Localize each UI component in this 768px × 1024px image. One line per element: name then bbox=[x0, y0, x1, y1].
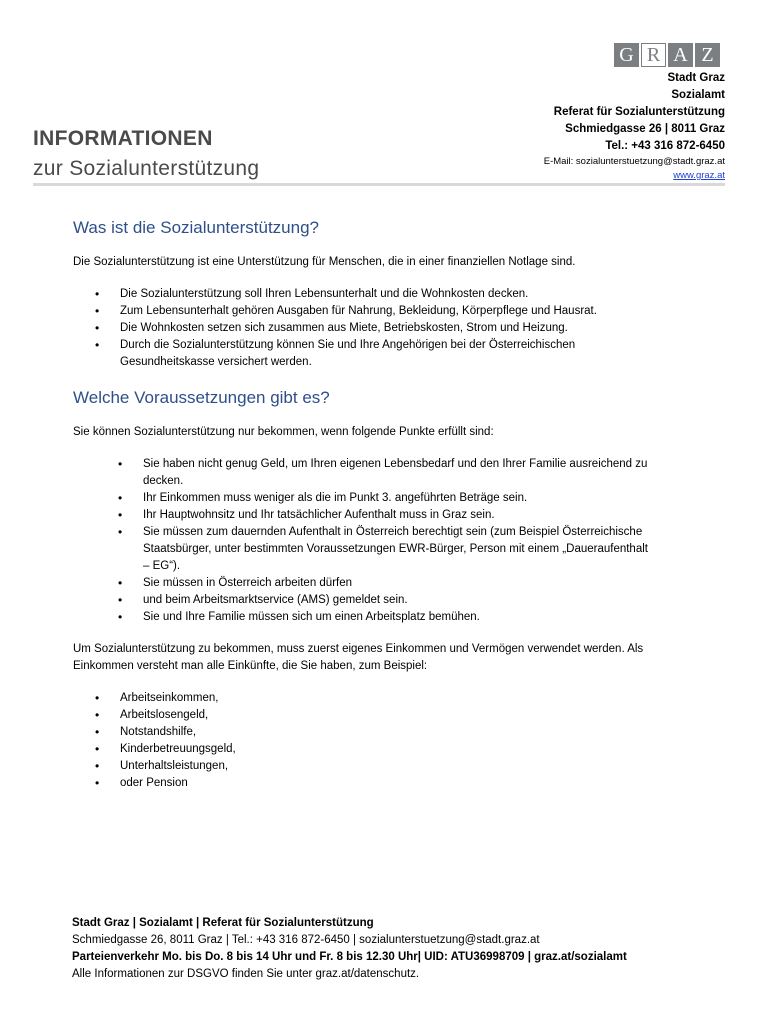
address: Schmiedgasse 26 | 8011 Graz bbox=[565, 123, 725, 135]
email: E-Mail: sozialunterstuetzung@stadt.graz.at bbox=[543, 156, 725, 167]
list-item: • Sie müssen zum dauernden Aufenthalt in Österreich berechtigt sein (zum Beispiel Österreichische Staatsbürger, unter bestimmten Voraussetzungen EWR-Bürger, Person mit einem „Daueraufenthalt – EG“). bbox=[73, 524, 653, 575]
list-item: • Arbeitslosengeld, bbox=[73, 707, 653, 724]
logo-letter: Z bbox=[695, 43, 720, 67]
contact-block bbox=[544, 70, 725, 183]
list-item: • Durch die Sozialunterstützung können Sie und Ihre Angehörigen bei der Österreichischen Gesundheitskasse versichert werden. bbox=[73, 337, 653, 371]
department: Sozialamt bbox=[671, 89, 725, 101]
logo-letter: G bbox=[614, 43, 639, 67]
footer-line-4: Alle Informationen zur DSGVO finden Sie unter graz.at/datenschutz. bbox=[72, 968, 420, 980]
section-heading: Was ist die Sozialunterstützung? bbox=[73, 218, 319, 237]
income-list bbox=[73, 690, 653, 792]
org-name: Stadt Graz bbox=[667, 72, 725, 84]
footer-line-1: Stadt Graz | Sozialamt | Referat für Sozialunterstützung bbox=[72, 917, 374, 929]
uid: | UID: ATU36998709 | bbox=[417, 951, 535, 963]
section-intro: Sie können Sozialunterstützung nur bekommen, wenn folgende Punkte erfüllt sind: bbox=[73, 426, 494, 438]
footer-line-3 bbox=[72, 949, 627, 966]
list-item: • Die Sozialunterstützung soll Ihren Lebensunterhalt und die Wohnkosten decken. bbox=[73, 286, 653, 303]
list-item: • Sie haben nicht genug Geld, um Ihren eigenen Lebensbedarf und den Ihrer Familie ausreichend zu decken. bbox=[73, 456, 653, 490]
section-heading: Welche Voraussetzungen gibt es? bbox=[73, 388, 330, 407]
footer-web-link[interactable]: graz.at/sozialamt bbox=[534, 951, 627, 963]
list-item: • Arbeitseinkommen, bbox=[73, 690, 653, 707]
phone: Tel.: +43 316 872-6450 bbox=[605, 140, 725, 152]
main-content bbox=[73, 216, 653, 792]
bullet-list bbox=[73, 456, 653, 626]
list-item: • Unterhaltsleistungen, bbox=[73, 758, 653, 775]
web-link[interactable]: www.graz.at bbox=[673, 170, 725, 181]
list-item: • Ihr Hauptwohnsitz und Ihr tatsächlicher Aufenthalt muss in Graz sein. bbox=[73, 507, 653, 524]
title-line-1: INFORMATIONEN bbox=[33, 127, 213, 150]
unit-name: Referat für Sozialunterstützung bbox=[553, 106, 725, 118]
office-hours: Parteienverkehr Mo. bis Do. 8 bis 14 Uhr und Fr. 8 bis 12.30 Uhr bbox=[72, 951, 418, 963]
list-item: • Zum Lebensunterhalt gehören Ausgaben für Nahrung, Bekleidung, Körperpflege und Hausrat. bbox=[73, 303, 653, 320]
list-item: • und beim Arbeitsmarktservice (AMS) gemeldet sein. bbox=[73, 592, 653, 609]
list-item: • Notstandshilfe, bbox=[73, 724, 653, 741]
bullet-list bbox=[73, 286, 653, 371]
list-item: • Sie müssen in Österreich arbeiten dürfen bbox=[73, 575, 653, 592]
logo-letter: A bbox=[668, 43, 693, 67]
section-intro: Die Sozialunterstützung ist eine Unterstützung für Menschen, die in einer finanziellen Notlage sind. bbox=[73, 256, 576, 268]
list-item: • Sie und Ihre Familie müssen sich um einen Arbeitsplatz bemühen. bbox=[73, 609, 653, 626]
list-item: • Die Wohnkosten setzen sich zusammen aus Miete, Betriebskosten, Strom und Heizung. bbox=[73, 320, 653, 337]
list-item: • oder Pension bbox=[73, 775, 653, 792]
footer-line-2: Schmiedgasse 26, 8011 Graz | Tel.: +43 316 872-6450 | sozialunterstuetzung@stadt.graz.at bbox=[72, 934, 540, 946]
page-title bbox=[33, 124, 259, 184]
footer bbox=[72, 915, 627, 983]
title-line-2: zur Sozialunterstützung bbox=[33, 157, 260, 180]
header-divider bbox=[33, 183, 725, 186]
logo-letter: R bbox=[641, 43, 666, 67]
list-item: • Kinderbetreuungsgeld, bbox=[73, 741, 653, 758]
list-item: • Ihr Einkommen muss weniger als die im Punkt 3. angeführten Beträge sein. bbox=[73, 490, 653, 507]
graz-logo bbox=[614, 43, 720, 67]
income-paragraph: Um Sozialunterstützung zu bekommen, muss zuerst eigenes Einkommen und Vermögen verwendet werden. Als Einkommen versteht man alle Einkünfte, die Sie haben, zum Beispiel: bbox=[73, 643, 644, 672]
